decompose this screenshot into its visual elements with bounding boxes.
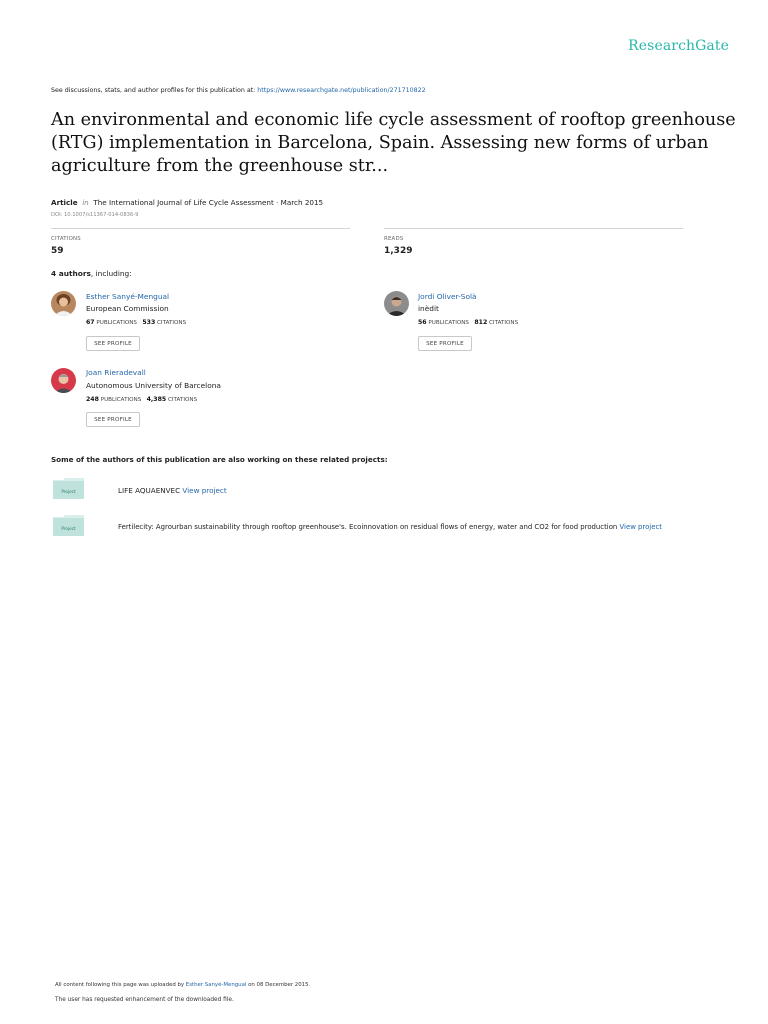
- upload-prefix: All content following this page was uploaded by: [55, 982, 186, 988]
- author-name-link[interactable]: Joan Rieradevall: [86, 368, 146, 377]
- author-stats: [86, 396, 197, 403]
- author-photo-icon: [51, 291, 76, 316]
- author-citations-count: 812: [474, 319, 488, 326]
- see-profile-button[interactable]: SEE PROFILE: [86, 412, 140, 427]
- author-stats: [86, 319, 186, 326]
- journal-name: The International Journal of Life Cycle Assessment · March 2015: [93, 198, 324, 207]
- author-name-link[interactable]: Jordi Oliver-Solà: [418, 292, 477, 301]
- authors-count: 4 authors: [51, 269, 91, 278]
- discussion-prefix: See discussions, stats, and author profiles for this publication at:: [51, 87, 258, 94]
- author-publications-label: PUBLICATIONS: [96, 320, 137, 326]
- publication-url-link[interactable]: https://www.researchgate.net/publication/271710822: [257, 87, 426, 94]
- reads-count: 1,329: [384, 246, 413, 256]
- divider-reads: [384, 228, 683, 229]
- discussion-line: [51, 87, 426, 94]
- author-publications-count: 67: [86, 319, 95, 326]
- author-citations-label: CITATIONS: [167, 397, 198, 403]
- author-photo-icon: [51, 368, 76, 393]
- project-folder-label: Project: [61, 489, 76, 494]
- article-type: Article: [51, 198, 78, 207]
- author-publications-count: 248: [86, 396, 99, 403]
- author-publications-label: PUBLICATIONS: [428, 320, 469, 326]
- project-folder[interactable]: [53, 515, 84, 540]
- reads-label: READS: [384, 236, 404, 242]
- author-institution: inèdit: [418, 304, 439, 313]
- citations-label: CITATIONS: [51, 236, 81, 242]
- view-project-link[interactable]: View project: [182, 486, 227, 495]
- project-title: Fertilecity: Agrourban sustainability through rooftop greenhouse's. Ecoinnovation on residual flows of energy, water and CO2 for food production: [118, 523, 620, 531]
- project-title: LIFE AQUAENVEC: [118, 486, 183, 495]
- publication-title: An environmental and economic life cycle assessment of rooftop greenhouse (RTG) implementation in Barcelona, Spain. Assessing new forms of urban agriculture from the greenhouse str...: [51, 110, 736, 176]
- author-publications-count: 56: [418, 319, 427, 326]
- view-project-link[interactable]: View project: [619, 523, 662, 531]
- authors-heading: [51, 269, 132, 278]
- enhancement-note: The user has requested enhancement of the downloaded file.: [55, 997, 234, 1003]
- author-photo-icon: [384, 291, 409, 316]
- researchgate-logo[interactable]: ResearchGate: [628, 38, 729, 54]
- project-item: [118, 486, 227, 495]
- see-profile-button[interactable]: SEE PROFILE: [86, 336, 140, 351]
- uploader-link[interactable]: Esther Sanyé-Mengual: [185, 982, 247, 988]
- author-publications-label: PUBLICATIONS: [100, 397, 142, 403]
- authors-suffix: , including:: [90, 269, 132, 278]
- project-item: [118, 523, 662, 531]
- author-institution: Autonomous University of Barcelona: [86, 381, 221, 390]
- author-citations-count: 533: [142, 319, 156, 326]
- author-name-link[interactable]: Esther Sanyé-Mengual: [86, 292, 170, 301]
- author-citations-label: CITATIONS: [489, 320, 519, 326]
- author-citations-label: CITATIONS: [157, 320, 187, 326]
- avatar[interactable]: [384, 291, 409, 316]
- author-institution: European Commission: [86, 304, 169, 313]
- author-citations-count: 4,385: [146, 396, 167, 403]
- project-folder[interactable]: [53, 478, 84, 503]
- divider-citations: [51, 228, 350, 229]
- doi: DOI: 10.1007/s11367-014-0836-9: [51, 212, 139, 218]
- project-folder-label: Project: [61, 526, 76, 531]
- in-label: in: [82, 198, 89, 207]
- upload-note: [55, 982, 310, 988]
- author-stats: [418, 319, 518, 326]
- publication-meta: [51, 198, 323, 207]
- avatar[interactable]: [51, 368, 76, 393]
- see-profile-button[interactable]: SEE PROFILE: [418, 336, 472, 351]
- related-projects-heading: Some of the authors of this publication are also working on these related projects:: [51, 455, 388, 464]
- upload-suffix: on 08 December 2015.: [246, 982, 311, 988]
- citations-count: 59: [51, 246, 64, 256]
- avatar[interactable]: [51, 291, 76, 316]
